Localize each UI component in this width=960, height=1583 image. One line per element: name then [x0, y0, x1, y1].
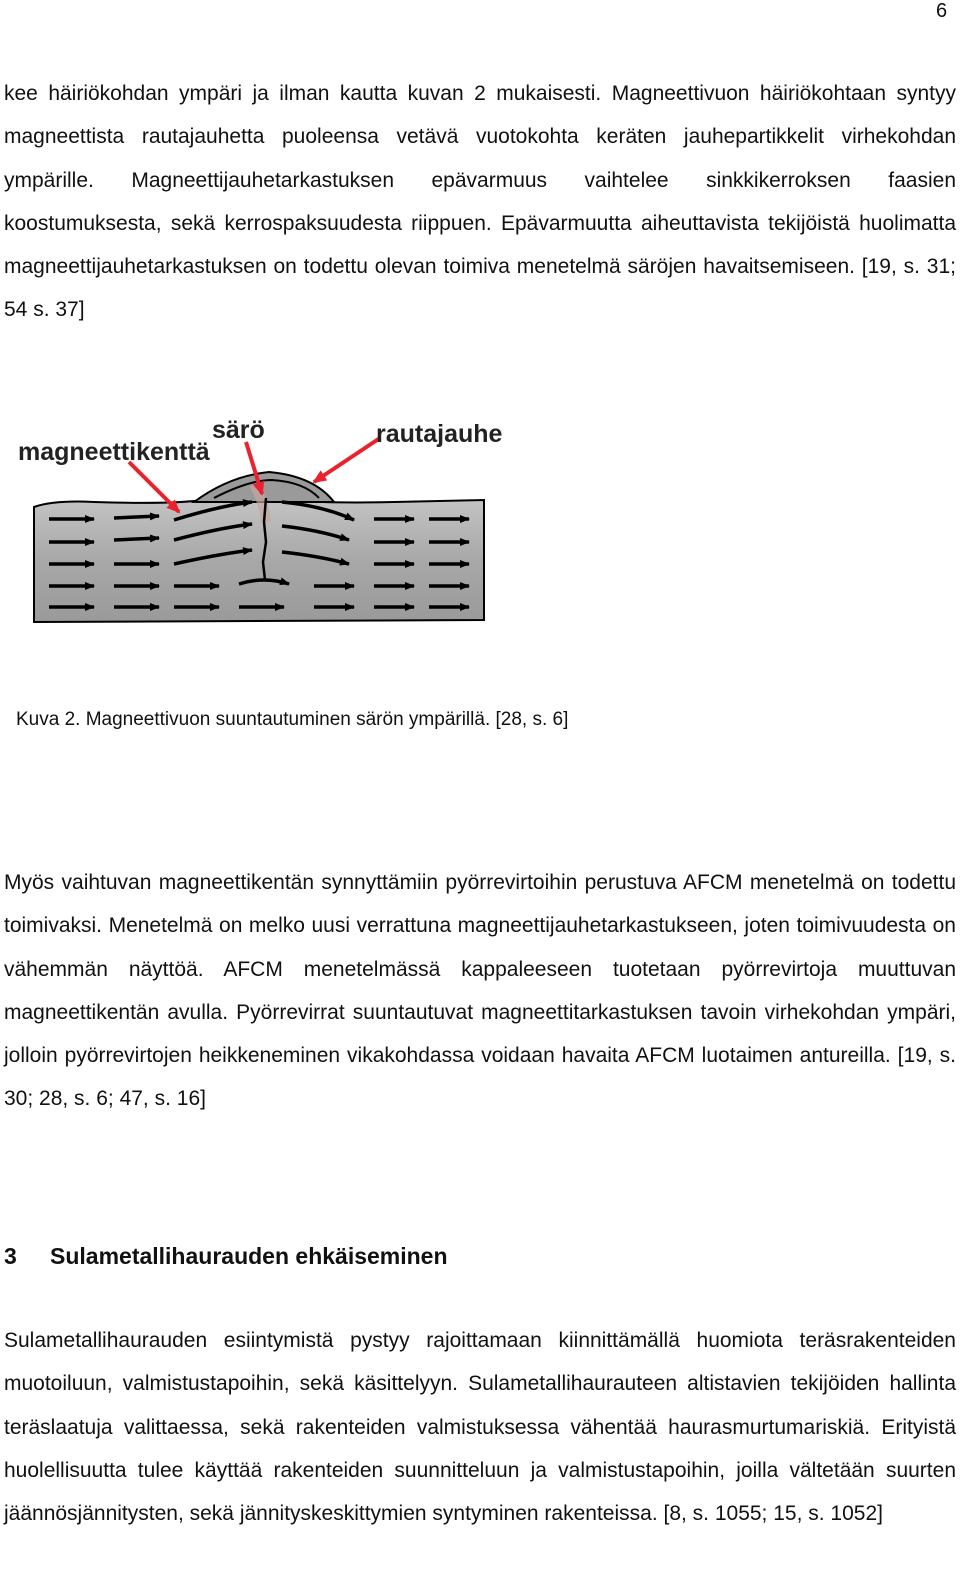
body-paragraph: kee häiriökohdan ympäri ja ilman kautta kuvan 2 mukaisesti. Magneettivuon häiriökohtaan syntyy magneettista rautajauhetta puoleensa vetävä vuotokohta keräten jauhepartikkelit virhekohdan ympärille. Magneettijauhetarkastuksen epävarmuus vaihtelee sinkkikerroksen faasien koostumuksesta, sekä kerrospaksuudesta riippuen. Epävarmuutta aiheuttavista tekijöistä huolimatta magneettijauhetarkastuksen on todettu olevan toimiva menetelmä säröjen havaitsemiseen. [19, s. 31; 54 s. 37] — [4, 82, 956, 322]
figure-caption: Kuva 2. Magneettivuon suuntautuminen särön ympärillä. [28, s. 6] — [16, 709, 569, 730]
section-heading — [4, 1238, 448, 1274]
body-paragraph: Sulametallihaurauden esiintymistä pystyy rajoittamaan kiinnittämällä huomiota teräsrakenteiden muotoiluun, valmistustapoihin, sekä käsittelyyn. Sulametallihaurauteen altistavien tekijöiden hallinta teräslaatuja valittaessa, sekä rakenteiden valmistuksessa vähentää haurasmurtumariskiä. Erityistä huolellisuutta tulee käyttää rakenteiden suunnitteluun ja valmistustapoihin, joilla vältetään suurten jäännösjännitysten, sekä jännityskeskittymien syntyminen rakenteissa. [8, s. 1055; 15, s. 1052] — [4, 1329, 956, 1526]
section-title: Sulametallihaurauden ehkäiseminen — [50, 1243, 448, 1269]
page-number: 6 — [936, 0, 948, 22]
flux-diagram — [14, 402, 504, 632]
flux-figure — [14, 402, 504, 632]
label-magnetic-field: magneettikenttä — [18, 438, 210, 466]
metal-block — [34, 498, 484, 622]
section-number: 3 — [4, 1243, 17, 1269]
label-iron-powder: rautajauhe — [376, 420, 503, 448]
label-crack: särö — [212, 416, 265, 444]
body-paragraph: Myös vaihtuvan magneettikentän synnyttämiin pyörrevirtoihin perustuva AFCM menetelmä on todettu toimivaksi. Menetelmä on melko uusi verrattuna magneettijauhetarkastukseen, joten toimivuudesta on vähemmän näyttöä. AFCM menetelmässä kappaleeseen tuotetaan pyörrevirtoja muuttuvan magneettikentän avulla. Pyörrevirrat suuntautuvat magneettitarkastuksen tavoin virhekohdan ympäri, jolloin pyörrevirtojen heikkeneminen vikakohdassa voidaan havaita AFCM luotaimen antureilla. [19, s. 30; 28, s. 6; 47, s. 16] — [4, 871, 956, 1111]
